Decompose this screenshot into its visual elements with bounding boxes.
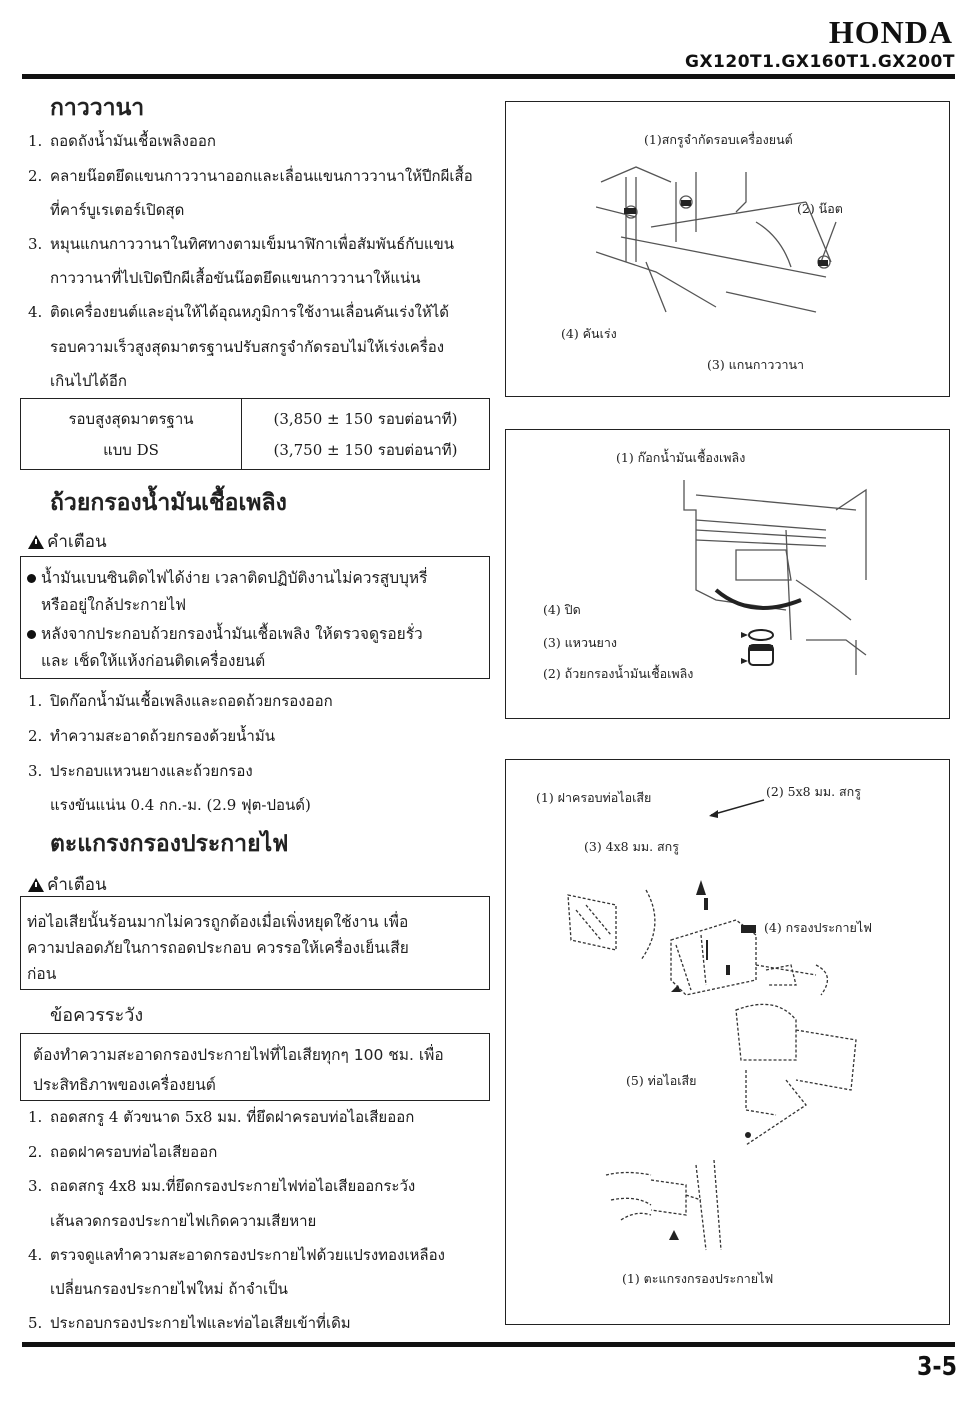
fig-spark-label-2: (2) 5x8 มม. สกรู (766, 784, 861, 799)
governor-step-4-cont: รอบความเร็วสูงสุดมาตรฐานปรับสกรูจำกัดรอบไม่ให้เร่งเครื่อง (50, 338, 445, 356)
fuel-cup-step-2: 2. ทำความสะอาดถ้วยกรองด้วยน้ำมัน (28, 727, 275, 745)
brand-logo: HONDA (828, 14, 953, 50)
bullet-icon (27, 574, 36, 583)
fig-spark-label-6: (1) ตะแกรงกรองประกายไฟ (622, 1271, 774, 1286)
max-speed-spec-table (20, 398, 490, 470)
governor-step-2: 2. คลายน๊อตยึดแขนกาววานาออกและเลื่อนแขนกาววานาให้ปีกผีเสื้อ (28, 167, 473, 185)
governor-step-4: 4. ติดเครื่องยนต์และอุ่นให้ได้อุณหภูมิการใช้งานเลื่อนคันเร่งให้ได้ (28, 303, 450, 321)
caution-box: ต้องทำความสะอาดกรองประกายไฟที่ไอเสียทุกๆ 100 ชม. เพื่อ ประสิทธิภาพของเครื่องยนต์ (20, 1033, 490, 1101)
spark-step-1: 1. ถอดสกรู 4 ตัวขนาด 5x8 มม. ที่ยึดฝาครอบท่อไอเสียออก (28, 1108, 415, 1126)
warning-icon (28, 878, 44, 892)
governor-step-1: 1. ถอดถังน้ำมันเชื้อเพลิงออก (28, 132, 217, 150)
warning-icon (28, 535, 44, 549)
fig-spark-label-1: (1) ฝาครอบท่อไอเสีย (536, 790, 652, 805)
governor-step-3: 3. หมุนแกนกาววานาในทิศทางตามเข็มนาฬิกาเพื่อสัมพันธ์กับแขน (28, 235, 455, 253)
spark-step-3: 3. ถอดสกรู 4x8 มม.ที่ยึดกรองประกายไฟท่อไอเสียออกระวัง (28, 1177, 416, 1195)
page-number: 3-5 (917, 1352, 957, 1382)
governor-step-2-cont: ที่คาร์บูเรเตอร์เปิดสุด (50, 201, 185, 219)
fig-spark-label-5: (5) ท่อไอเสีย (626, 1073, 697, 1088)
caution-heading: ข้อควรระวัง (50, 1005, 144, 1026)
spec-label-ds: แบบ DS (103, 440, 159, 459)
fig-gov-label-2: (2) น๊อต (797, 201, 843, 216)
spark-arrester-warning-heading: คำเตือน (28, 871, 107, 898)
figure-governor (505, 101, 950, 397)
spark-step-5: 5. ประกอบกรองประกายไฟและท่อไอเสียเข้าที่เดิม (28, 1314, 351, 1332)
footer-rule (22, 1342, 955, 1347)
spec-value-standard: (3,850 ± 150 รอบต่อนาที) (273, 409, 458, 428)
fuel-cup-step-3: 3. ประกอบแหวนยางและถ้วยกรอง (28, 762, 253, 780)
governor-step-3-cont: กาววานาที่ไปเปิดปีกผีเสื้อขันน๊อตยึดแขนกาววานาให้แน่น (50, 269, 421, 287)
fig-fuel-label-4: (4) ปิด (543, 602, 581, 617)
fuel-cup-warning-box: น้ำมันเบนซินติดไฟได้ง่าย เวลาติดปฏิบัติงานไม่ควรสูบบุหรี่ หรืออยู่ใกล้ประกายไฟ หลังจากประกอบถ้วยกรองน้ำมันเชื้อเพลิง ให้ตรวจดูรอยรั่ว และ เช็ดให้แห้งก่อนติดเครื่องยนต์ (20, 556, 490, 679)
fuel-cock-illustration (676, 480, 871, 675)
model-list: GX120T1.GX160T1.GX200T (684, 52, 955, 72)
fig-fuel-label-1: (1) ก๊อกน้ำมันเชื้องเพลิง (616, 450, 746, 465)
figure-fuel-cup (505, 429, 950, 719)
section-title-governor: กาววานา (50, 95, 145, 121)
spec-label-standard: รอบสูงสุดมาตรฐาน (68, 409, 194, 428)
figure-spark-arrester (505, 759, 950, 1325)
fuel-cup-torque: แรงขันแน่น 0.4 กก.-ม. (2.9 ฟุต-ปอนด์) (50, 796, 311, 814)
fuel-cup-step-1: 1. ปิดก๊อกน้ำมันเชื้อเพลิงและถอดถ้วยกรองออก (28, 692, 333, 710)
section-title-fuel-cup: ถ้วยกรองน้ำมันเชื้อเพลิง (50, 490, 287, 516)
bullet-icon (27, 630, 36, 639)
spark-step-4-cont: เปลี่ยนกรองประกายไฟใหม่ ถ้าจำเป็น (50, 1280, 288, 1298)
spark-step-4: 4. ตรวจดูแลทำความสะอาดกรองประกายไฟด้วยแปรงทองเหลือง (28, 1246, 445, 1264)
governor-step-4-cont2: เกินไปได้อีก (50, 372, 127, 390)
fig-fuel-label-2: (2) ถ้วยกรองน้ำมันเชื้อเพลิง (543, 666, 694, 681)
fig-gov-label-3: (3) แกนกาววานา (707, 357, 805, 372)
fig-spark-label-3: (3) 4x8 มม. สกรู (584, 839, 679, 854)
header-rule (22, 74, 955, 79)
spark-step-3-cont: เส้นลวดกรองประกายไฟเกิดความเสียหาย (50, 1212, 317, 1230)
fig-gov-label-4: (4) คันเร่ง (561, 326, 617, 341)
governor-linkage-illustration (596, 162, 846, 322)
muffler-exploded-illustration (506, 760, 950, 1325)
spark-step-2: 2. ถอดฝาครอบท่อไอเสียออก (28, 1143, 218, 1161)
spark-arrester-warning-box: ท่อไอเสียนั้นร้อนมากไม่ควรถูกต้องเมื่อเพิ่งหยุดใช้งาน เพื่อ ความปลอดภัยในการถอดประกอบ ควรรอให้เครื่องเย็นเสีย ก่อน (20, 896, 490, 990)
spec-value-ds: (3,750 ± 150 รอบต่อนาที) (273, 440, 458, 459)
fig-spark-label-4: (4) กรองประกายไฟ (764, 920, 872, 935)
fig-fuel-label-3: (3) แหวนยาง (543, 635, 617, 650)
section-title-spark-arrester: ตะแกรงกรองประกายไฟ (50, 831, 289, 857)
fuel-cup-warning-heading: คำเตือน (28, 528, 107, 555)
fig-gov-label-1: (1)สกรูจำกัดรอบเครื่องยนต์ (644, 132, 793, 147)
